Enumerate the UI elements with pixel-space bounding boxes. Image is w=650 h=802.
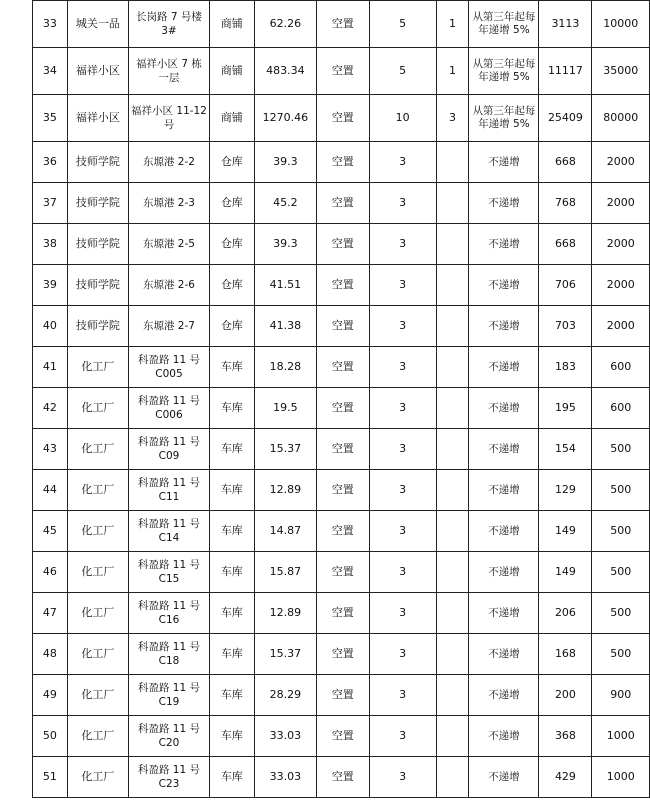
- cell-price: 668: [539, 142, 592, 183]
- cell-free-period: [436, 265, 469, 306]
- cell-no: 37: [33, 183, 68, 224]
- cell-location: 东塬港 2-5: [129, 224, 210, 265]
- cell-location: 长岗路 7 号楼 3#: [129, 1, 210, 48]
- cell-location: 科盈路 11 号 C18: [129, 634, 210, 675]
- cell-price: 195: [539, 388, 592, 429]
- cell-area: 18.28: [254, 347, 316, 388]
- cell-increase: 不递增: [469, 265, 539, 306]
- cell-price: 25409: [539, 95, 592, 142]
- cell-free-period: [436, 306, 469, 347]
- cell-no: 46: [33, 552, 68, 593]
- cell-deposit: 2000: [592, 183, 650, 224]
- table-body: [33, 1, 650, 798]
- cell-price: 149: [539, 552, 592, 593]
- cell-deposit: 500: [592, 470, 650, 511]
- cell-deposit: 600: [592, 388, 650, 429]
- cell-free-period: [436, 388, 469, 429]
- cell-type: 车库: [209, 552, 254, 593]
- cell-free-period: [436, 552, 469, 593]
- cell-community: 化工厂: [67, 757, 128, 798]
- cell-no: 43: [33, 429, 68, 470]
- cell-increase: 不递增: [469, 593, 539, 634]
- cell-deposit: 900: [592, 675, 650, 716]
- cell-community: 技师学院: [67, 183, 128, 224]
- cell-community: 福祥小区: [67, 48, 128, 95]
- cell-deposit: 1000: [592, 757, 650, 798]
- cell-free-period: [436, 347, 469, 388]
- cell-status: 空置: [316, 552, 369, 593]
- cell-no: 50: [33, 716, 68, 757]
- cell-location: 科盈路 11 号 C16: [129, 593, 210, 634]
- cell-location: 科盈路 11 号 C23: [129, 757, 210, 798]
- cell-type: 商铺: [209, 95, 254, 142]
- cell-price: 149: [539, 511, 592, 552]
- cell-status: 空置: [316, 429, 369, 470]
- cell-no: 49: [33, 675, 68, 716]
- table-row: [33, 183, 650, 224]
- cell-community: 化工厂: [67, 511, 128, 552]
- cell-status: 空置: [316, 224, 369, 265]
- cell-status: 空置: [316, 716, 369, 757]
- table-row: [33, 593, 650, 634]
- cell-deposit: 1000: [592, 716, 650, 757]
- cell-type: 商铺: [209, 48, 254, 95]
- cell-free-period: [436, 634, 469, 675]
- cell-years: 3: [369, 675, 436, 716]
- cell-no: 47: [33, 593, 68, 634]
- cell-years: 3: [369, 757, 436, 798]
- cell-no: 39: [33, 265, 68, 306]
- cell-location: 福祥小区 11-12号: [129, 95, 210, 142]
- cell-no: 33: [33, 1, 68, 48]
- cell-type: 车库: [209, 634, 254, 675]
- cell-type: 车库: [209, 347, 254, 388]
- cell-location: 科盈路 11 号 C11: [129, 470, 210, 511]
- cell-location: 科盈路 11 号 C19: [129, 675, 210, 716]
- table-row: [33, 470, 650, 511]
- cell-status: 空置: [316, 306, 369, 347]
- cell-deposit: 500: [592, 552, 650, 593]
- cell-years: 3: [369, 716, 436, 757]
- table-row: [33, 224, 650, 265]
- cell-years: 3: [369, 183, 436, 224]
- cell-area: 1270.46: [254, 95, 316, 142]
- cell-increase: 从第三年起每年递增 5%: [469, 48, 539, 95]
- cell-community: 技师学院: [67, 224, 128, 265]
- cell-location: 科盈路 11 号 C005: [129, 347, 210, 388]
- cell-area: 39.3: [254, 224, 316, 265]
- cell-years: 3: [369, 634, 436, 675]
- cell-area: 28.29: [254, 675, 316, 716]
- cell-community: 化工厂: [67, 593, 128, 634]
- cell-free-period: [436, 593, 469, 634]
- cell-location: 东塬港 2-6: [129, 265, 210, 306]
- cell-deposit: 500: [592, 511, 650, 552]
- cell-increase: 不递增: [469, 470, 539, 511]
- cell-free-period: [436, 429, 469, 470]
- cell-location: 科盈路 11 号 C20: [129, 716, 210, 757]
- cell-increase: 不递增: [469, 429, 539, 470]
- cell-location: 科盈路 11 号 C14: [129, 511, 210, 552]
- cell-type: 车库: [209, 593, 254, 634]
- cell-no: 41: [33, 347, 68, 388]
- table-row: [33, 429, 650, 470]
- cell-increase: 从第三年起每年递增 5%: [469, 1, 539, 48]
- cell-price: 200: [539, 675, 592, 716]
- cell-increase: 不递增: [469, 757, 539, 798]
- cell-type: 仓库: [209, 306, 254, 347]
- cell-free-period: 1: [436, 1, 469, 48]
- cell-years: 5: [369, 48, 436, 95]
- cell-years: 5: [369, 1, 436, 48]
- cell-increase: 不递增: [469, 552, 539, 593]
- cell-community: 技师学院: [67, 306, 128, 347]
- cell-years: 3: [369, 265, 436, 306]
- cell-status: 空置: [316, 757, 369, 798]
- cell-deposit: 500: [592, 634, 650, 675]
- cell-price: 154: [539, 429, 592, 470]
- cell-increase: 不递增: [469, 224, 539, 265]
- cell-price: 706: [539, 265, 592, 306]
- cell-no: 42: [33, 388, 68, 429]
- cell-community: 化工厂: [67, 675, 128, 716]
- cell-free-period: [436, 511, 469, 552]
- cell-deposit: 500: [592, 593, 650, 634]
- cell-area: 12.89: [254, 593, 316, 634]
- cell-status: 空置: [316, 48, 369, 95]
- cell-location: 科盈路 11 号 C15: [129, 552, 210, 593]
- cell-increase: 不递增: [469, 716, 539, 757]
- cell-price: 429: [539, 757, 592, 798]
- table-row: [33, 634, 650, 675]
- table-row: [33, 716, 650, 757]
- cell-free-period: [436, 675, 469, 716]
- table-row: [33, 1, 650, 48]
- cell-status: 空置: [316, 675, 369, 716]
- cell-status: 空置: [316, 142, 369, 183]
- cell-no: 36: [33, 142, 68, 183]
- cell-price: 703: [539, 306, 592, 347]
- cell-increase: 不递增: [469, 347, 539, 388]
- cell-community: 化工厂: [67, 634, 128, 675]
- cell-community: 化工厂: [67, 347, 128, 388]
- cell-status: 空置: [316, 265, 369, 306]
- cell-status: 空置: [316, 470, 369, 511]
- cell-years: 3: [369, 142, 436, 183]
- cell-increase: 不递增: [469, 634, 539, 675]
- table-row: [33, 306, 650, 347]
- cell-no: 44: [33, 470, 68, 511]
- cell-price: 11117: [539, 48, 592, 95]
- property-table: [32, 0, 650, 798]
- cell-type: 仓库: [209, 142, 254, 183]
- cell-type: 车库: [209, 757, 254, 798]
- cell-community: 化工厂: [67, 552, 128, 593]
- cell-community: 技师学院: [67, 142, 128, 183]
- cell-location: 科盈路 11 号 C006: [129, 388, 210, 429]
- cell-area: 33.03: [254, 757, 316, 798]
- cell-area: 39.3: [254, 142, 316, 183]
- cell-no: 34: [33, 48, 68, 95]
- cell-status: 空置: [316, 634, 369, 675]
- cell-increase: 从第三年起每年递增 5%: [469, 95, 539, 142]
- table-row: [33, 552, 650, 593]
- cell-no: 45: [33, 511, 68, 552]
- cell-area: 483.34: [254, 48, 316, 95]
- cell-type: 仓库: [209, 265, 254, 306]
- cell-community: 城关一品: [67, 1, 128, 48]
- cell-deposit: 2000: [592, 142, 650, 183]
- cell-price: 3113: [539, 1, 592, 48]
- cell-years: 3: [369, 306, 436, 347]
- cell-increase: 不递增: [469, 306, 539, 347]
- cell-community: 技师学院: [67, 265, 128, 306]
- cell-years: 3: [369, 224, 436, 265]
- cell-community: 化工厂: [67, 429, 128, 470]
- cell-type: 仓库: [209, 224, 254, 265]
- cell-years: 3: [369, 470, 436, 511]
- table-row: [33, 95, 650, 142]
- cell-increase: 不递增: [469, 388, 539, 429]
- cell-years: 10: [369, 95, 436, 142]
- cell-area: 19.5: [254, 388, 316, 429]
- table-row: [33, 511, 650, 552]
- cell-no: 40: [33, 306, 68, 347]
- cell-price: 168: [539, 634, 592, 675]
- cell-community: 化工厂: [67, 388, 128, 429]
- cell-deposit: 500: [592, 429, 650, 470]
- cell-area: 14.87: [254, 511, 316, 552]
- cell-no: 38: [33, 224, 68, 265]
- cell-status: 空置: [316, 1, 369, 48]
- cell-type: 车库: [209, 511, 254, 552]
- cell-free-period: [436, 716, 469, 757]
- cell-area: 15.37: [254, 429, 316, 470]
- cell-type: 车库: [209, 388, 254, 429]
- cell-location: 东塬港 2-7: [129, 306, 210, 347]
- cell-price: 206: [539, 593, 592, 634]
- cell-years: 3: [369, 552, 436, 593]
- cell-price: 768: [539, 183, 592, 224]
- cell-status: 空置: [316, 388, 369, 429]
- cell-location: 东塬港 2-2: [129, 142, 210, 183]
- cell-type: 仓库: [209, 183, 254, 224]
- cell-location: 福祥小区 7 栋一层: [129, 48, 210, 95]
- cell-area: 41.51: [254, 265, 316, 306]
- cell-area: 33.03: [254, 716, 316, 757]
- cell-years: 3: [369, 511, 436, 552]
- cell-price: 368: [539, 716, 592, 757]
- cell-area: 12.89: [254, 470, 316, 511]
- cell-years: 3: [369, 388, 436, 429]
- cell-status: 空置: [316, 347, 369, 388]
- cell-free-period: [436, 142, 469, 183]
- cell-area: 15.37: [254, 634, 316, 675]
- table-row: [33, 265, 650, 306]
- cell-increase: 不递增: [469, 142, 539, 183]
- cell-type: 车库: [209, 675, 254, 716]
- cell-free-period: [436, 183, 469, 224]
- cell-area: 62.26: [254, 1, 316, 48]
- cell-price: 668: [539, 224, 592, 265]
- cell-deposit: 2000: [592, 306, 650, 347]
- cell-type: 车库: [209, 716, 254, 757]
- cell-free-period: 3: [436, 95, 469, 142]
- cell-no: 48: [33, 634, 68, 675]
- cell-status: 空置: [316, 95, 369, 142]
- table-row: [33, 48, 650, 95]
- cell-location: 科盈路 11 号 C09: [129, 429, 210, 470]
- cell-no: 51: [33, 757, 68, 798]
- cell-location: 东塬港 2-3: [129, 183, 210, 224]
- cell-years: 3: [369, 593, 436, 634]
- cell-deposit: 10000: [592, 1, 650, 48]
- table-row: [33, 388, 650, 429]
- table-row: [33, 757, 650, 798]
- cell-status: 空置: [316, 511, 369, 552]
- cell-community: 福祥小区: [67, 95, 128, 142]
- cell-status: 空置: [316, 593, 369, 634]
- cell-type: 车库: [209, 470, 254, 511]
- table-row: [33, 675, 650, 716]
- cell-no: 35: [33, 95, 68, 142]
- cell-status: 空置: [316, 183, 369, 224]
- cell-free-period: 1: [436, 48, 469, 95]
- cell-years: 3: [369, 347, 436, 388]
- cell-area: 15.87: [254, 552, 316, 593]
- cell-price: 183: [539, 347, 592, 388]
- cell-free-period: [436, 470, 469, 511]
- cell-free-period: [436, 757, 469, 798]
- cell-deposit: 2000: [592, 224, 650, 265]
- cell-deposit: 80000: [592, 95, 650, 142]
- cell-area: 45.2: [254, 183, 316, 224]
- cell-area: 41.38: [254, 306, 316, 347]
- cell-community: 化工厂: [67, 470, 128, 511]
- cell-type: 车库: [209, 429, 254, 470]
- cell-increase: 不递增: [469, 675, 539, 716]
- cell-deposit: 2000: [592, 265, 650, 306]
- cell-type: 商铺: [209, 1, 254, 48]
- cell-community: 化工厂: [67, 716, 128, 757]
- table-row: [33, 142, 650, 183]
- cell-years: 3: [369, 429, 436, 470]
- table-row: [33, 347, 650, 388]
- cell-increase: 不递增: [469, 183, 539, 224]
- cell-increase: 不递增: [469, 511, 539, 552]
- cell-price: 129: [539, 470, 592, 511]
- cell-free-period: [436, 224, 469, 265]
- cell-deposit: 600: [592, 347, 650, 388]
- cell-deposit: 35000: [592, 48, 650, 95]
